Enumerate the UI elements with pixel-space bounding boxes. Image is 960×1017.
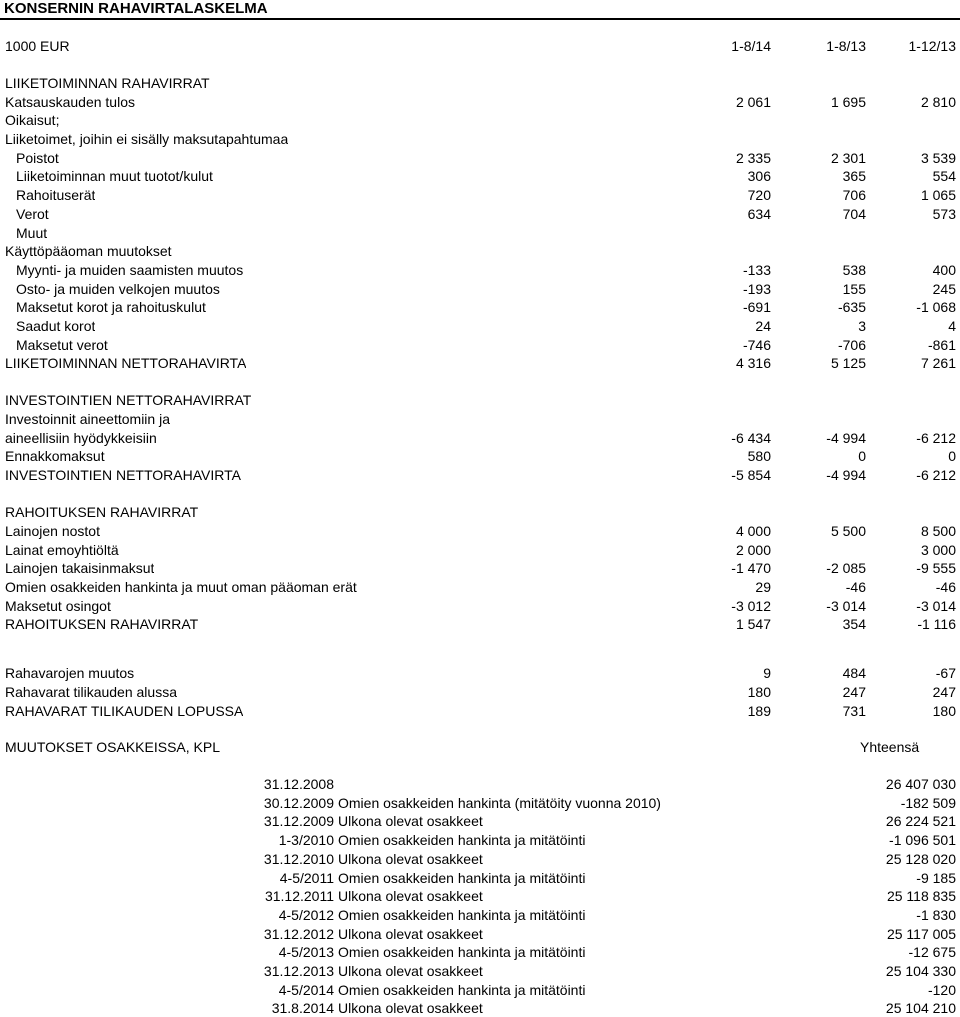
table-row <box>0 93 960 111</box>
share-date: 31.12.2011 <box>264 888 334 905</box>
row-value: 2 301 <box>830 150 866 166</box>
row-value: -691 <box>742 299 771 315</box>
share-row <box>0 850 960 868</box>
row-label: Maksetut verot <box>16 337 108 353</box>
row-value: 2 000 <box>735 542 771 558</box>
share-row <box>0 775 960 793</box>
row-value: 3 <box>858 318 866 334</box>
row-value: 554 <box>932 168 956 184</box>
share-date: 31.8.2014 <box>271 1000 334 1017</box>
row-value: 5 500 <box>830 523 866 539</box>
share-description: Ulkona olevat osakkeet <box>338 1000 483 1017</box>
row-label: Katsauskauden tulos <box>5 94 135 110</box>
table-row <box>0 130 960 148</box>
row-value: -46 <box>935 579 956 595</box>
column-header: 1-12/13 <box>908 38 956 54</box>
row-label: Myynti- ja muiden saamisten muutos <box>16 262 244 278</box>
row-label: Liiketoimet, joihin ei sisälly maksutapahtumaa <box>5 131 289 147</box>
row-label: Omien osakkeiden hankinta ja muut oman pääoman erät <box>5 579 357 595</box>
share-total: 25 118 835 <box>886 888 956 905</box>
row-value: -6 212 <box>916 430 956 446</box>
row-value: -1 116 <box>917 616 956 632</box>
row-value: 573 <box>932 206 956 222</box>
table-row <box>0 186 960 204</box>
row-value: 5 125 <box>830 355 866 371</box>
column-header: 1-8/13 <box>826 38 866 54</box>
row-label: Verot <box>16 206 49 222</box>
row-value: 306 <box>747 168 771 184</box>
row-label: Investoinnit aineettomiin ja <box>5 411 170 427</box>
row-value: 2 061 <box>735 94 771 110</box>
row-value: 4 <box>948 318 956 334</box>
row-label: Poistot <box>16 150 59 166</box>
row-value: 180 <box>747 684 771 700</box>
shares-header-row <box>0 738 960 756</box>
share-total: -1 096 501 <box>889 832 956 849</box>
row-value: -3 012 <box>731 598 771 614</box>
table-row <box>0 447 960 465</box>
row-value: 155 <box>842 281 866 297</box>
row-label: RAHOITUKSEN RAHAVIRRAT <box>5 616 199 632</box>
table-row <box>0 224 960 242</box>
share-row <box>0 999 960 1017</box>
share-description: Ulkona olevat osakkeet <box>338 850 483 867</box>
row-value: 365 <box>842 168 866 184</box>
row-value: -3 014 <box>826 598 866 614</box>
row-value: -9 555 <box>916 560 956 576</box>
share-total: -182 509 <box>900 794 956 811</box>
shares-title: MUUTOKSET OSAKKEISSA, KPL <box>5 739 220 755</box>
share-total: -120 <box>927 981 956 998</box>
share-description: Ulkona olevat osakkeet <box>338 813 483 830</box>
share-description: Omien osakkeiden hankinta ja mitätöinti <box>338 832 586 849</box>
share-date: 1-3/2010 <box>278 832 334 849</box>
share-description: Omien osakkeiden hankinta ja mitätöinti <box>338 944 586 961</box>
row-value: -746 <box>742 337 771 353</box>
share-row <box>0 962 960 980</box>
share-date: 31.12.2008 <box>263 776 334 792</box>
table-row <box>0 683 960 701</box>
row-label: Käyttöpääoman muutokset <box>5 243 172 259</box>
row-value: 29 <box>755 579 771 595</box>
unit-label: 1000 EUR <box>5 38 70 54</box>
row-value: 2 335 <box>735 150 771 166</box>
shares-total-header: Yhteensä <box>860 739 920 755</box>
row-value: -46 <box>845 579 866 595</box>
table-row <box>0 597 960 615</box>
row-value: 245 <box>932 281 956 297</box>
table-row <box>0 354 960 372</box>
table-row <box>0 111 960 129</box>
table-row <box>0 559 960 577</box>
share-date: 31.12.2009 <box>263 813 334 830</box>
row-value: -635 <box>837 299 866 315</box>
row-label: Saadut korot <box>16 318 96 334</box>
share-date: 4-5/2014 <box>278 981 334 998</box>
row-value: 400 <box>932 262 956 278</box>
share-date: 31.12.2012 <box>263 925 334 942</box>
table-row <box>0 615 960 633</box>
share-row <box>0 906 960 924</box>
row-label: Rahavarat tilikauden alussa <box>5 684 177 700</box>
row-value: 720 <box>747 187 771 203</box>
row-value: 2 810 <box>920 94 956 110</box>
row-value: 538 <box>842 262 866 278</box>
row-label: Liiketoiminnan muut tuotot/kulut <box>16 168 213 184</box>
title-rule <box>0 18 960 20</box>
row-label: aineellisiin hyödykkeisiin <box>5 430 157 446</box>
row-value: 7 261 <box>920 355 956 371</box>
row-value: 1 695 <box>830 94 866 110</box>
row-label: INVESTOINTIEN NETTORAHAVIRTA <box>5 467 241 483</box>
column-header-row <box>0 37 960 55</box>
table-row <box>0 280 960 298</box>
share-row <box>0 812 960 830</box>
share-description: Ulkona olevat osakkeet <box>338 925 483 942</box>
row-value: 247 <box>842 684 866 700</box>
row-label: Maksetut osingot <box>5 598 111 614</box>
row-value: 189 <box>747 703 771 719</box>
share-date: 4-5/2012 <box>278 906 334 923</box>
table-row <box>0 664 960 682</box>
table-row <box>0 541 960 559</box>
row-value: -67 <box>935 665 956 681</box>
row-label: Ennakkomaksut <box>5 448 105 464</box>
report-title: KONSERNIN RAHAVIRTALASKELMA <box>4 0 268 17</box>
row-label: Osto- ja muiden velkojen muutos <box>16 281 220 297</box>
share-date: 31.12.2013 <box>263 963 334 979</box>
row-label: Maksetut korot ja rahoituskulut <box>16 299 206 315</box>
table-row <box>0 167 960 185</box>
share-total: -1 830 <box>916 906 956 923</box>
column-header: 1-8/14 <box>731 38 771 54</box>
table-row <box>0 466 960 484</box>
share-description: Omien osakkeiden hankinta ja mitätöinti <box>338 981 586 998</box>
share-total: -9 185 <box>916 869 956 886</box>
row-value: 706 <box>842 187 866 203</box>
share-row <box>0 869 960 887</box>
table-row <box>0 317 960 335</box>
row-value: 24 <box>755 318 771 334</box>
row-label: RAHOITUKSEN RAHAVIRRAT <box>5 504 199 520</box>
share-description: Ulkona olevat osakkeet <box>338 888 483 905</box>
row-value: 0 <box>858 448 866 464</box>
row-value: 4 000 <box>735 523 771 539</box>
row-label: Lainojen nostot <box>5 523 100 539</box>
share-row <box>0 981 960 999</box>
table-row <box>0 702 960 720</box>
share-total: 25 128 020 <box>885 850 956 867</box>
row-value: 180 <box>932 703 956 719</box>
row-label: Rahavarojen muutos <box>5 665 135 681</box>
row-value: 634 <box>747 206 771 222</box>
share-description: Ulkona olevat osakkeet <box>338 963 483 979</box>
row-value: 4 316 <box>735 355 771 371</box>
row-value: -5 854 <box>731 467 771 483</box>
share-row <box>0 943 960 961</box>
row-value: 0 <box>948 448 956 464</box>
share-total: -12 675 <box>908 944 956 961</box>
row-value: 247 <box>932 684 956 700</box>
row-value: -3 014 <box>916 598 956 614</box>
share-total: 25 104 210 <box>885 1000 956 1017</box>
share-total: 26 407 030 <box>885 776 956 792</box>
row-label: Rahoituserät <box>16 187 96 203</box>
share-total: 25 117 005 <box>886 925 956 942</box>
share-date: 4-5/2011 <box>279 869 334 886</box>
share-description: Omien osakkeiden hankinta (mitätöity vuonna 2010) <box>338 794 661 811</box>
table-row <box>0 410 960 428</box>
table-row <box>0 149 960 167</box>
table-row <box>0 578 960 596</box>
share-date: 4-5/2013 <box>278 944 334 961</box>
row-label: LIIKETOIMINNAN NETTORAHAVIRTA <box>5 355 247 371</box>
share-date: 30.12.2009 <box>263 794 334 811</box>
row-value: -861 <box>927 337 956 353</box>
share-row <box>0 925 960 943</box>
share-row <box>0 887 960 905</box>
row-value: 731 <box>842 703 866 719</box>
row-label: Lainat emoyhtiöltä <box>5 542 119 558</box>
row-value: 3 539 <box>920 150 956 166</box>
table-row <box>0 261 960 279</box>
row-label: LIIKETOIMINNAN RAHAVIRRAT <box>5 75 210 91</box>
share-row <box>0 831 960 849</box>
share-description: Omien osakkeiden hankinta ja mitätöinti <box>338 869 586 886</box>
row-value: -2 085 <box>826 560 866 576</box>
row-label: RAHAVARAT TILIKAUDEN LOPUSSA <box>5 703 244 719</box>
table-row <box>0 522 960 540</box>
row-label: Muut <box>16 225 48 241</box>
row-value: 9 <box>763 665 771 681</box>
table-row <box>0 298 960 316</box>
row-value: -133 <box>742 262 771 278</box>
row-label: Lainojen takaisinmaksut <box>5 560 155 576</box>
share-total: 25 104 330 <box>885 963 956 979</box>
share-total: 26 224 521 <box>885 813 956 830</box>
table-row <box>0 242 960 260</box>
row-value: -193 <box>742 281 771 297</box>
row-value: 484 <box>842 665 866 681</box>
table-row <box>0 74 960 92</box>
row-value: 704 <box>842 206 866 222</box>
table-row <box>0 336 960 354</box>
row-label: Oikaisut; <box>5 112 60 128</box>
row-value: -4 994 <box>826 467 866 483</box>
share-row <box>0 794 960 812</box>
row-value: 580 <box>747 448 771 464</box>
table-row <box>0 205 960 223</box>
row-value: -6 212 <box>916 467 956 483</box>
row-value: 1 547 <box>735 616 771 632</box>
row-value: -4 994 <box>826 430 866 446</box>
share-description: Omien osakkeiden hankinta ja mitätöinti <box>338 906 586 923</box>
share-date: 31.12.2010 <box>263 850 334 867</box>
row-value: -1 470 <box>731 560 771 576</box>
row-value: -6 434 <box>731 430 771 446</box>
row-value: 3 000 <box>920 542 956 558</box>
row-value: -1 068 <box>916 299 956 315</box>
table-row <box>0 503 960 521</box>
row-value: 354 <box>842 616 866 632</box>
row-label: INVESTOINTIEN NETTORAHAVIRRAT <box>5 392 252 408</box>
table-row <box>0 429 960 447</box>
table-row <box>0 391 960 409</box>
row-value: 1 065 <box>920 187 956 203</box>
row-value: -706 <box>837 337 866 353</box>
row-value: 8 500 <box>920 523 956 539</box>
